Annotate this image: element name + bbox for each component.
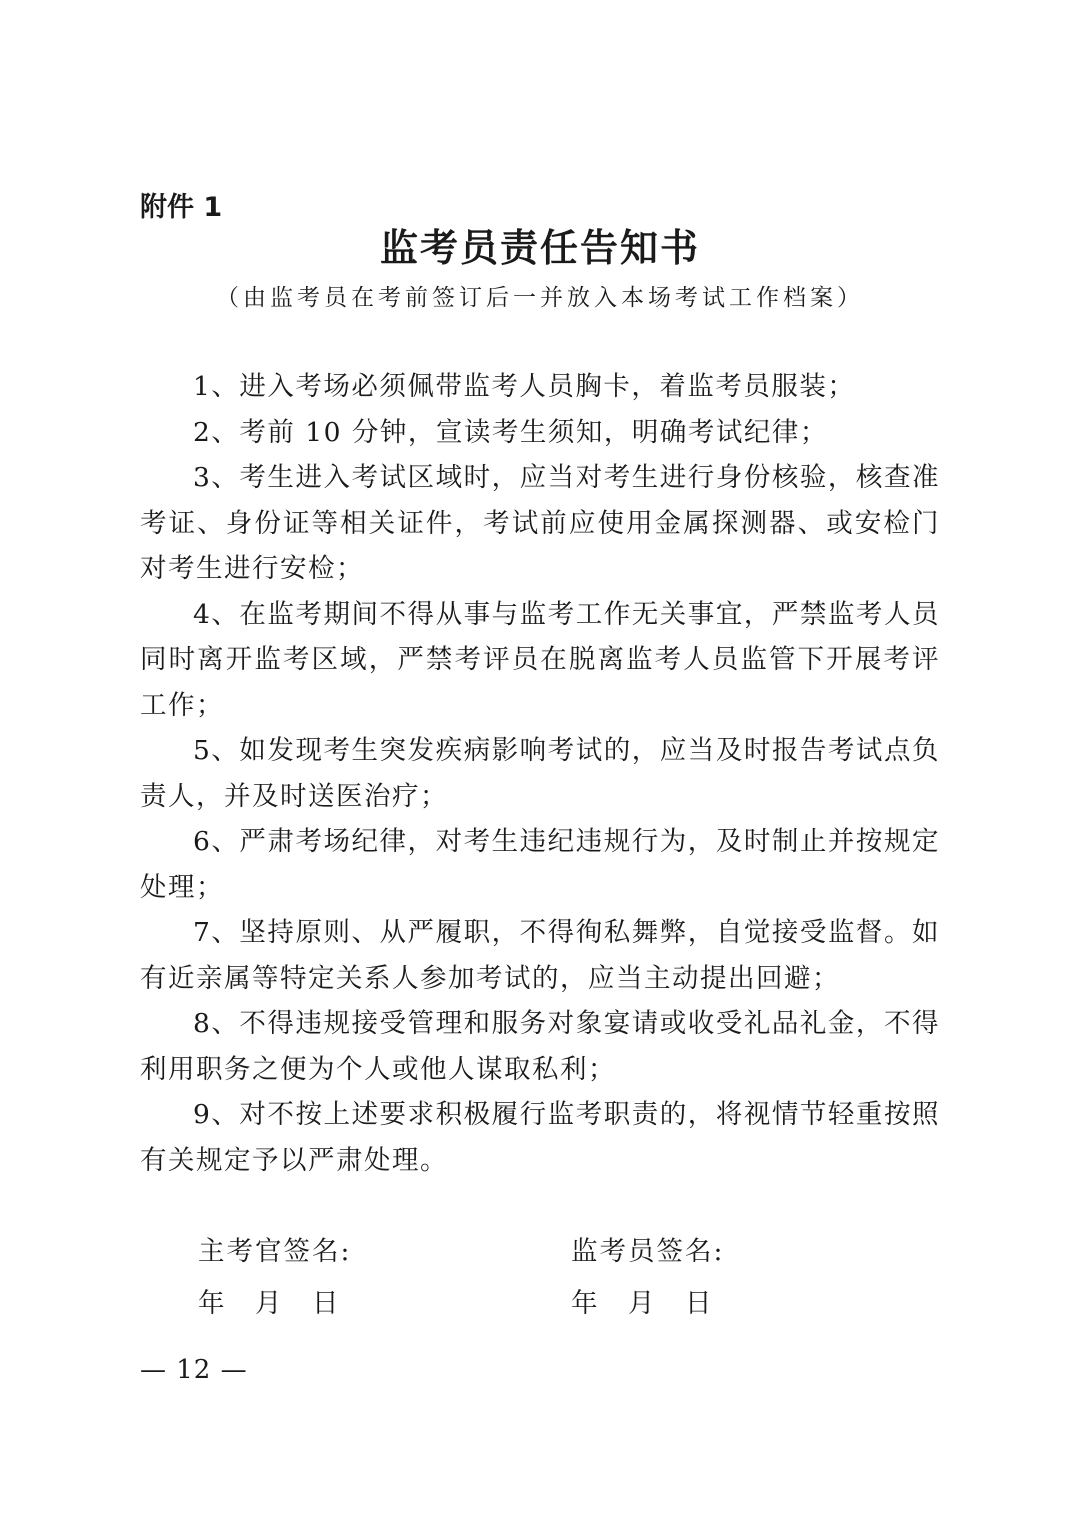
invigilator-signature-block <box>571 1226 724 1330</box>
chief-signature-date: 年 月 日 <box>198 1288 341 1319</box>
page-number: — 12 — <box>140 1355 248 1385</box>
list-item-4: 4、在监考期间不得从事与监考工作无关事宜，严禁监考人员同时离开监考区域，严禁考评员在脱离监考人员监管下开展考评工作； <box>140 598 940 721</box>
list-item-8: 8、不得违规接受管理和服务对象宴请或收受礼品礼金，不得利用职务之便为个人或他人谋取私利； <box>140 1008 940 1085</box>
chief-signature-label: 主考官签名: <box>198 1236 352 1267</box>
document-title: 监考员责任告知书 <box>379 226 700 270</box>
list-item-6: 6、严肃考场纪律，对考生违纪违规行为，及时制止并按规定处理； <box>140 826 940 903</box>
list-item-1: 1、进入考场必须佩带监考人员胸卡，着监考员服装； <box>193 371 856 402</box>
list-item-5: 5、如发现考生突发疾病影响考试的，应当及时报告考试点负责人，并及时送医治疗； <box>140 735 940 812</box>
document-subtitle: （由监考员在考前签订后一并放入本场考试工作档案） <box>216 285 864 311</box>
list-item-7: 7、坚持原则、从严履职，不得徇私舞弊，自觉接受监督。如有近亲属等特定关系人参加考试的，应当主动提出回避； <box>140 917 940 994</box>
list-item-9: 9、对不按上述要求积极履行监考职责的，将视情节轻重按照有关规定予以严肃处理。 <box>140 1099 940 1176</box>
invigilator-signature-label: 监考员签名: <box>571 1236 725 1267</box>
chief-examiner-signature-block <box>198 1226 351 1330</box>
attachment-label: 附件 1 <box>140 192 223 223</box>
list-item-3: 3、考生进入考试区域时，应当对考生进行身份核验，核查准考证、身份证等相关证件，考试前应使用金属探测器、或安检门对考生进行安检； <box>140 462 940 584</box>
list-item-2: 2、考前 10 分钟，宣读考生须知，明确考试纪律； <box>193 416 828 448</box>
responsibility-list <box>140 364 940 1183</box>
invigilator-signature-date: 年 月 日 <box>571 1288 714 1319</box>
